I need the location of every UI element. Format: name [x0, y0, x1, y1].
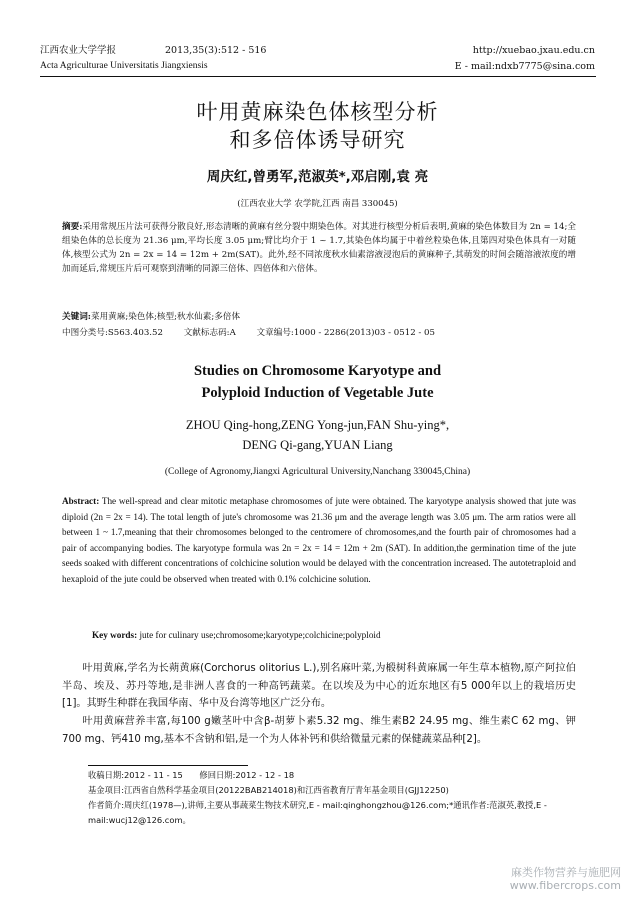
revised-label: 修回日期: — [199, 770, 236, 780]
keywords-en — [92, 628, 576, 644]
abstract-zh-label: 摘要: — [62, 222, 83, 232]
revised-date: 2012 - 12 - 18 — [235, 770, 295, 780]
keywords-en-label: Key words: — [92, 630, 138, 640]
footnote-rule — [88, 765, 248, 766]
title-en-line1: Studies on Chromosome Karyotype and — [193, 363, 442, 379]
abstract-en-text: The well-spread and clear mitotic metaphase chromosomes of jute were obtained. The karyotype analysis showed that jute was diploid (2n = 2x = 14). The total length of jute's chromosome was 21.36 μm and the average length was 3.05 μm. The arm ratios were all between 1 ~ 1.7,meaning that their chromosomes belonged to the centromere of chromosomes,and the fourth pair of chromosomes had a pair of accompanying bodies. The karyotype formula was 2n = 2x = 14 = 12m + 2m (SAT). In addition,the germination time of the jute seeds soaked with different concentrations of colchicine solution would be delayed with the concentration increased. The autotetraploid and hexaploid of the jute could be observed when treated with 0.1% colchicine solution. — [62, 496, 576, 584]
abstract-en — [62, 494, 576, 587]
clc-number: S563.403.52 — [107, 328, 163, 338]
received-date: 2012 - 11 - 15 — [123, 770, 183, 780]
affiliation-en: (College of Agronomy,Jiangxi Agricultural University,Nanchang 330045,China) — [164, 467, 471, 477]
abstract-zh — [62, 220, 576, 276]
journal-name-zh: 江西农业大学学报 — [40, 45, 117, 56]
keywords-en-text: jute for culinary use;chromosome;karyotype;colchicine;polyploid — [139, 630, 381, 640]
footnote-dates — [88, 768, 576, 783]
keywords-zh — [62, 310, 576, 324]
journal-url[interactable]: http://xuebao.jxau.edu.cn — [472, 45, 595, 56]
watermark-line1: 麻类作物营养与施肥网 — [511, 866, 621, 879]
authors-en-line1: ZHOU Qing-hong,ZENG Yong-jun,FAN Shu-ying*, — [185, 418, 450, 432]
doc-code: A — [229, 328, 236, 338]
header-rule — [40, 76, 596, 77]
keywords-zh-label: 关键词: — [62, 312, 91, 322]
journal-issue: 2013,35(3):512 - 516 — [165, 45, 267, 56]
title-en-line2: Polyploid Induction of Vegetable Jute — [201, 385, 434, 401]
keywords-zh-text: 菜用黄麻;染色体;核型;秋水仙素;多倍体 — [90, 312, 241, 322]
article-number: 1000 - 2286(2013)03 - 0512 - 05 — [293, 328, 435, 338]
doc-code-label: 文献标志码: — [183, 328, 230, 338]
footnote-fund — [88, 783, 576, 798]
abstract-zh-text: 采用常规压片法可获得分散良好,形态清晰的黄麻有丝分裂中期染色体。对其进行核型分析后表明,黄麻的染色体数目为 2n = 14;全组染色体的总长度为 21.36 μm,平均长度 3.05 μm;臂比均介于 1 ~ 1.7,其染色体均属于中着丝粒染色体,且第四对染色体具有一对随体,核型公式为 2n = 2x = 14 = 12m + 2m(SAT)。此外,经不同浓度秋水仙素溶液浸泡后的黄麻种子,其萌发的时间会随溶液浓度的增加而延后,常规压片后可观察到清晰的同源三倍体、四倍体和六倍体。 — [62, 222, 576, 274]
journal-email[interactable]: E - mail:ndxb7775@sina.com — [454, 61, 595, 72]
authors-en-line2: DENG Qi-gang,YUAN Liang — [242, 438, 393, 452]
article-number-label: 文章编号: — [256, 328, 294, 338]
body-paragraph-2: 叶用黄麻营养丰富,每100 g嫩茎叶中含β-胡萝卜素5.32 mg、维生素B2 24.95 mg、维生素C 62 mg、钾700 mg、钙410 mg,基本不含钠和铝,是一个为人体补钙和供给微量元素的保健蔬菜品种[2]。 — [62, 716, 576, 745]
classification-zh — [62, 326, 576, 340]
footnote-author — [88, 798, 576, 828]
title-zh-line1: 叶用黄麻染色体核型分析 — [196, 100, 439, 124]
fund-label: 基金项目: — [88, 785, 124, 795]
received-label: 收稿日期: — [88, 770, 124, 780]
authors-zh: 周庆红,曾勇军,范淑英*,邓启刚,袁 亮 — [206, 169, 429, 185]
author-bio-text: 周庆红(1978—),讲师,主要从事蔬菜生物技术研究,E - mail:qinghongzhou@126.com;*通讯作者:范淑英,教授,E - mail:wucj12@126.com。 — [88, 800, 547, 825]
body-paragraph-1: 叶用黄麻,学名为长蒴黄麻(Corchorus olitorius L.),别名麻叶菜,为椴树科黄麻属一年生草本植物,原产阿拉伯半岛、埃及、苏丹等地,是非洲人喜食的一种高钙蔬菜。在以埃及为中心的近东地区有5 000年以上的栽培历史[1]。其野生种群在我国华南、华中及台湾等地区广泛分布。 — [62, 663, 576, 709]
author-bio-label: 作者简介: — [88, 800, 124, 810]
watermark-line2[interactable]: www.fibercrops.com — [509, 879, 621, 892]
clc-label: 中图分类号: — [62, 328, 108, 338]
fund-text: 江西省自然科学基金项目(20122BAB214018)和江西省教育厅青年基金项目(GJJ12250) — [123, 785, 449, 795]
affiliation-zh: (江西农业大学 农学院,江西 南昌 330045) — [237, 199, 398, 209]
title-zh-line2: 和多倍体诱导研究 — [229, 128, 406, 152]
abstract-en-label: Abstract: — [62, 496, 100, 506]
journal-name-en: Acta Agriculturae Universitatis Jiangxiensis — [40, 61, 208, 71]
